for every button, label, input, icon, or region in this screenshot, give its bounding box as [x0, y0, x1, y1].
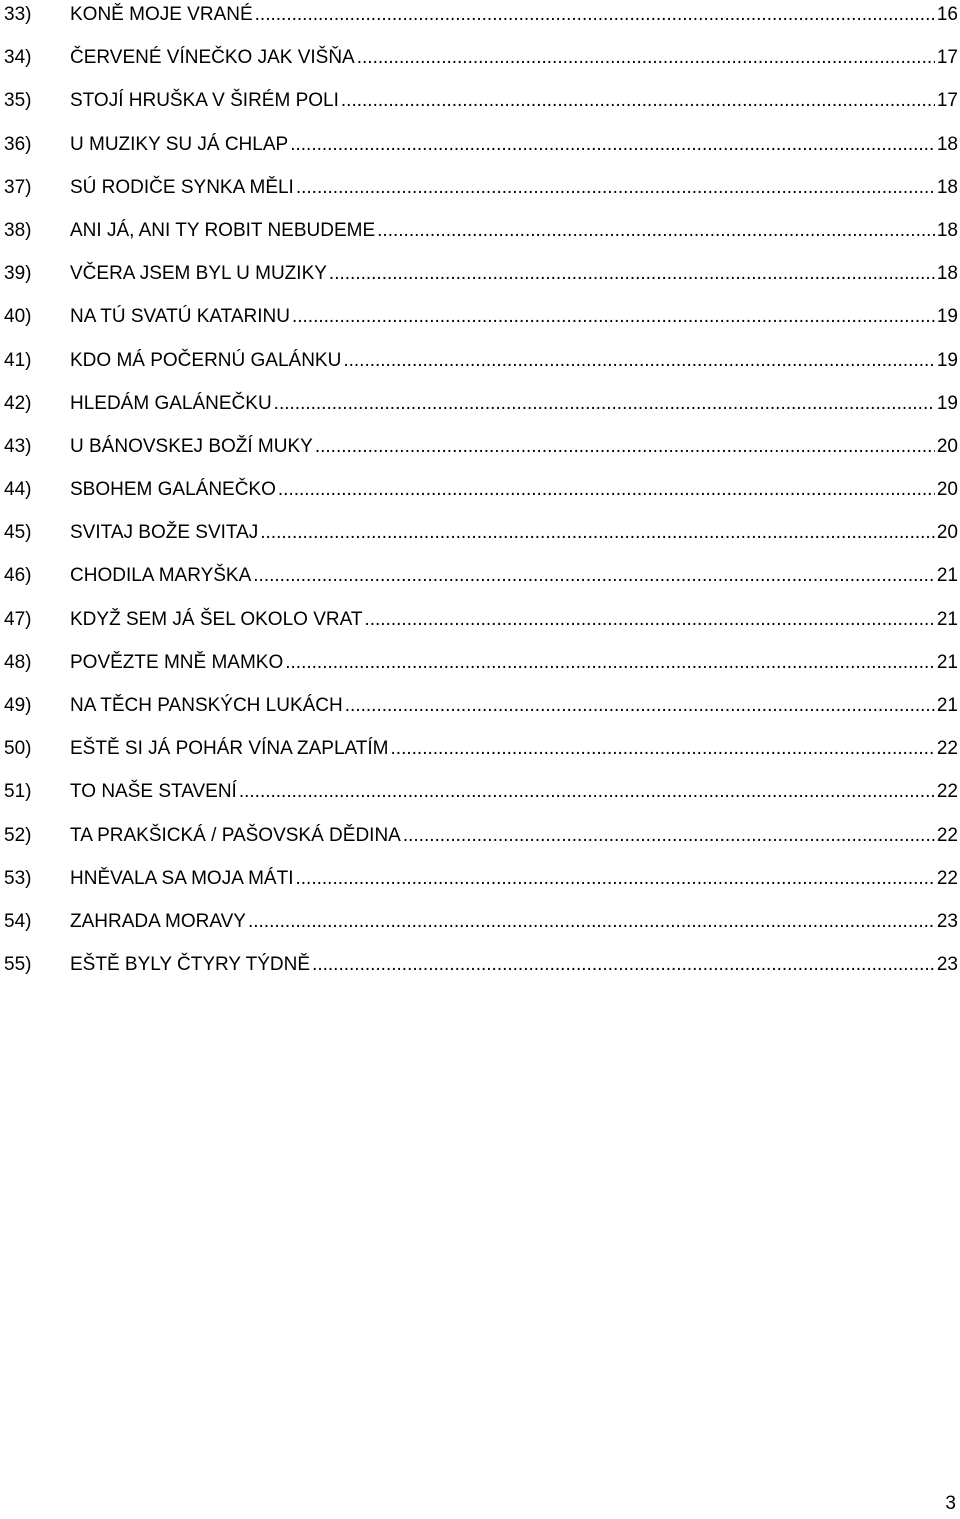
- toc-entry[interactable]: [0, 4, 960, 47]
- toc-entry-title: ČERVENÉ VÍNEČKO JAK VIŠŇA: [70, 47, 355, 69]
- toc-entry[interactable]: [0, 479, 960, 522]
- toc-dot-leader: [248, 911, 935, 933]
- toc-entry-number: 33): [4, 4, 32, 25]
- toc-dot-leader: [315, 436, 935, 458]
- toc-entry-title: CHODILA MARYŠKA: [70, 565, 252, 587]
- toc-entry[interactable]: [0, 263, 960, 306]
- toc-entry-title: TA PRAKŠICKÁ / PAŠOVSKÁ DĚDINA: [70, 824, 401, 846]
- toc-entry-title: SVITAJ BOŽE SVITAJ: [70, 522, 259, 544]
- toc-dot-leader: [274, 393, 935, 415]
- toc-entry-page: 18: [936, 219, 958, 241]
- toc-dot-leader: [296, 868, 935, 890]
- toc-entry[interactable]: [0, 868, 960, 911]
- toc-dot-leader: [329, 263, 935, 285]
- toc-dot-leader: [296, 177, 935, 199]
- toc-entry-page: 23: [936, 910, 958, 932]
- toc-entry-title: KDO MÁ POČERNÚ GALÁNKU: [70, 349, 342, 371]
- toc-entry-page: 19: [936, 306, 958, 328]
- toc-entry-number: 35): [4, 90, 32, 112]
- toc-entry[interactable]: [0, 90, 960, 133]
- toc-entry-page: 21: [936, 608, 958, 630]
- toc-entry-page: 17: [936, 90, 958, 112]
- toc-entry-title: VČERA JSEM BYL U MUZIKY: [70, 263, 327, 285]
- toc-dot-leader: [391, 738, 935, 760]
- toc-entry[interactable]: [0, 781, 960, 824]
- toc-dot-leader: [403, 825, 935, 847]
- page-number: 3: [945, 1493, 956, 1514]
- toc-entry-page: 18: [936, 263, 958, 285]
- toc-entry[interactable]: [0, 825, 960, 868]
- toc-entry[interactable]: [0, 47, 960, 90]
- toc-entry-title: KONĚ MOJE VRANÉ: [70, 4, 253, 25]
- toc-entry-number: 54): [4, 910, 32, 932]
- toc-entry-title: STOJÍ HRUŠKA V ŠIRÉM POLI: [70, 90, 339, 112]
- toc-dot-leader: [253, 565, 935, 587]
- toc-entry-page: 20: [936, 435, 958, 457]
- toc-entry[interactable]: [0, 911, 960, 954]
- toc-entry-number: 51): [4, 781, 32, 803]
- toc-dot-leader: [239, 781, 935, 803]
- toc-entry-page: 22: [936, 824, 958, 846]
- toc-dot-leader: [377, 220, 935, 242]
- toc-entry-number: 43): [4, 435, 32, 457]
- toc-entry-title: EŠTĚ SI JÁ POHÁR VÍNA ZAPLATÍM: [70, 738, 389, 760]
- toc-entry-number: 47): [4, 608, 32, 630]
- toc-entry-number: 37): [4, 176, 32, 198]
- toc-entry[interactable]: [0, 220, 960, 263]
- toc-entry-number: 46): [4, 565, 32, 587]
- toc-entry-page: 17: [936, 47, 958, 69]
- toc-entry[interactable]: [0, 522, 960, 565]
- toc-entry-number: 36): [4, 133, 32, 155]
- toc-entry-number: 45): [4, 522, 32, 544]
- toc-entry-page: 22: [936, 867, 958, 889]
- toc-entry-number: 53): [4, 867, 32, 889]
- toc-dot-leader: [357, 47, 935, 69]
- toc-entry[interactable]: [0, 306, 960, 349]
- toc-entry[interactable]: [0, 954, 960, 997]
- toc-dot-leader: [343, 350, 935, 372]
- toc-entry-number: 42): [4, 392, 32, 414]
- toc-entry-title: SBOHEM GALÁNEČKO: [70, 479, 276, 501]
- toc-dot-leader: [364, 609, 934, 631]
- toc-entry[interactable]: [0, 695, 960, 738]
- toc-entry-title: TO NAŠE STAVENÍ: [70, 781, 237, 803]
- toc-entry-title: NA TÚ SVATÚ KATARINU: [70, 306, 290, 328]
- toc-entry-number: 44): [4, 479, 32, 501]
- toc-entry[interactable]: [0, 436, 960, 479]
- toc-dot-leader: [260, 522, 935, 544]
- toc-dot-leader: [290, 134, 935, 156]
- toc-entry-title: U BÁNOVSKEJ BOŽÍ MUKY: [70, 435, 313, 457]
- toc-dot-leader: [285, 652, 935, 674]
- toc-entry-number: 55): [4, 954, 32, 976]
- toc-entry-page: 21: [936, 565, 958, 587]
- toc-entry-page: 22: [936, 738, 958, 760]
- toc-entry-page: 19: [936, 349, 958, 371]
- toc-entry-number: 49): [4, 695, 32, 716]
- toc-dot-leader: [312, 954, 935, 976]
- toc-entry[interactable]: [0, 565, 960, 608]
- toc-entry[interactable]: [0, 177, 960, 220]
- toc-dot-leader: [255, 4, 935, 26]
- toc-entry-page: 18: [936, 133, 958, 155]
- toc-entry-number: 50): [4, 738, 32, 760]
- toc-dot-leader: [345, 695, 935, 717]
- toc-entry-title: HNĚVALA SA MOJA MÁTI: [70, 867, 294, 889]
- toc-entry-title: ZAHRADA MORAVY: [70, 910, 246, 932]
- toc-entry-title: HLEDÁM GALÁNEČKU: [70, 392, 272, 414]
- toc-entry-page: 20: [936, 522, 958, 544]
- toc-entry-number: 34): [4, 47, 32, 69]
- toc-entry-page: 16: [936, 4, 958, 25]
- toc-entry-page: 23: [936, 954, 958, 976]
- toc-entry[interactable]: [0, 134, 960, 177]
- toc-entry-title: POVĚZTE MNĚ MAMKO: [70, 651, 284, 673]
- toc-entry-number: 39): [4, 263, 32, 285]
- toc-entry[interactable]: [0, 738, 960, 781]
- toc-entry-page: 21: [936, 695, 958, 716]
- toc-entry-title: ANI JÁ, ANI TY ROBIT NEBUDEME: [70, 219, 376, 241]
- toc-entry-title: U MUZIKY SU JÁ CHLAP: [70, 133, 289, 155]
- toc-entry-number: 40): [4, 306, 32, 328]
- toc-entry-title: KDYŽ SEM JÁ ŠEL OKOLO VRAT: [70, 608, 363, 630]
- toc-entry[interactable]: [0, 393, 960, 436]
- toc-entry[interactable]: [0, 609, 960, 652]
- toc-entry-title: EŠTĚ BYLY ČTYRY TÝDNĚ: [70, 954, 311, 976]
- toc-entry-number: 52): [4, 824, 32, 846]
- toc-entry-number: 41): [4, 349, 32, 371]
- toc-entry-page: 18: [936, 176, 958, 198]
- toc-entry[interactable]: [0, 350, 960, 393]
- toc-entry-page: 19: [936, 392, 958, 414]
- toc-entry-title: SÚ RODIČE SYNKA MĚLI: [70, 176, 294, 198]
- toc-entry-number: 48): [4, 651, 32, 673]
- toc-entry-number: 38): [4, 219, 32, 241]
- toc-dot-leader: [341, 90, 935, 112]
- toc-entry-title: NA TĚCH PANSKÝCH LUKÁCH: [70, 695, 343, 716]
- toc-entry-page: 22: [936, 781, 958, 803]
- toc-dot-leader: [292, 306, 935, 328]
- toc-entry[interactable]: [0, 652, 960, 695]
- toc-entry-page: 20: [936, 479, 958, 501]
- toc-entry-page: 21: [936, 651, 958, 673]
- toc-dot-leader: [278, 479, 935, 501]
